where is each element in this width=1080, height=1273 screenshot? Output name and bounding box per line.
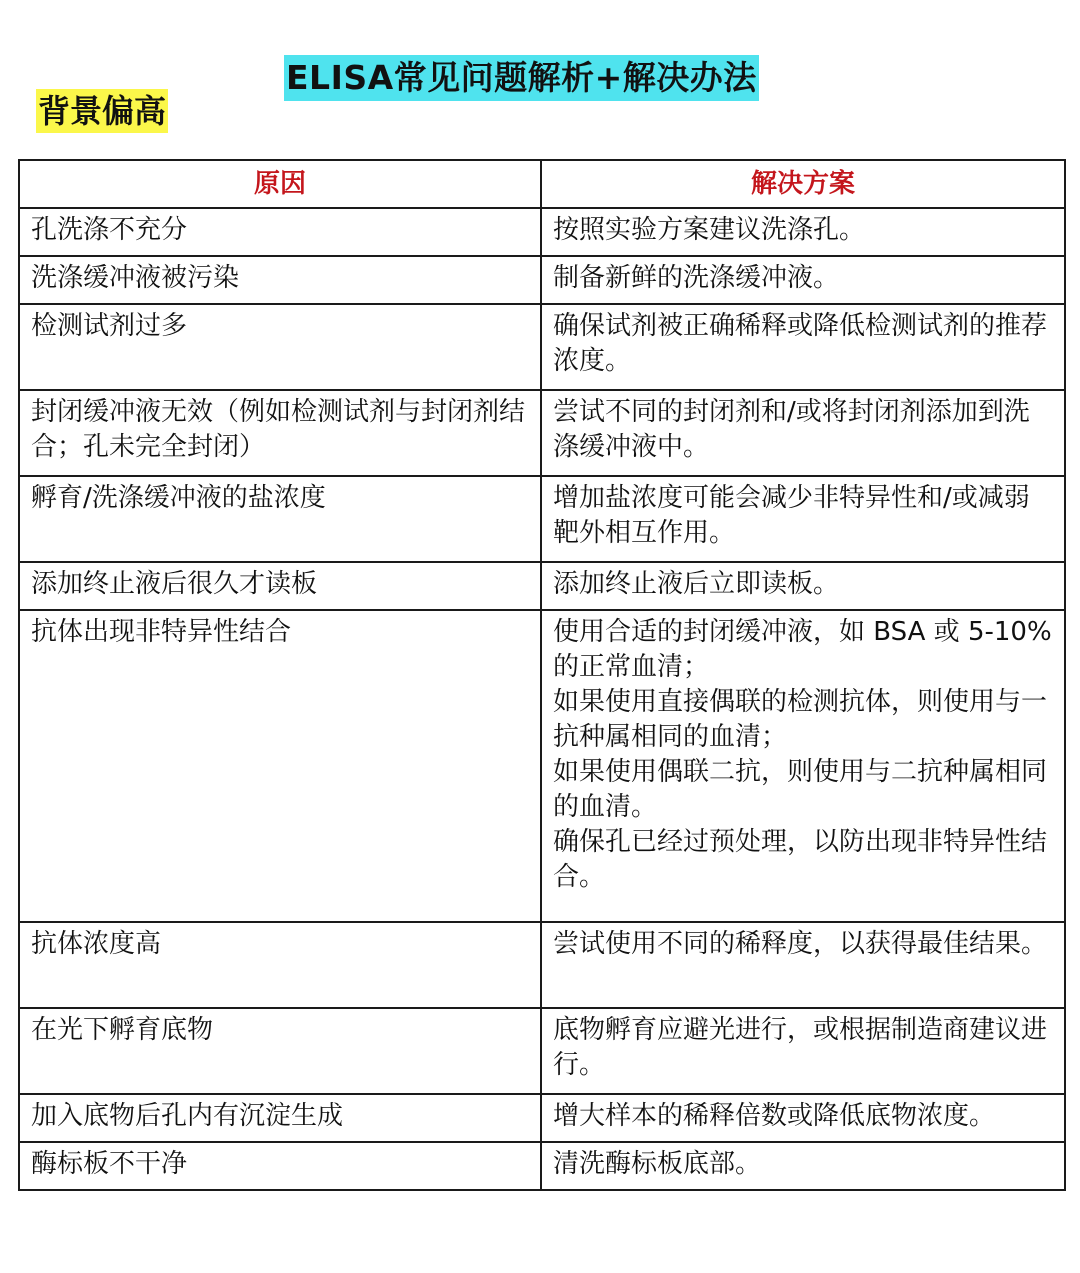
cause-cell: 添加终止液后很久才读板 <box>19 562 541 610</box>
solution-line: 增大样本的稀释倍数或降低底物浓度。 <box>553 1101 996 1131</box>
cause-cell: 洗涤缓冲液被污染 <box>19 256 541 304</box>
solution-line: 添加终止液后立即读板。 <box>553 569 840 599</box>
table-row <box>19 922 1065 1008</box>
table-row <box>19 1094 1065 1142</box>
solution-line: 如果使用偶联二抗，则使用与二抗种属相同的血清。 <box>553 757 1048 822</box>
solution-line: 如果使用直接偶联的检测抗体，则使用与一抗种属相同的血清； <box>553 687 1048 752</box>
page-title: ELISA常见问题解析+解决办法 <box>284 55 759 101</box>
table-row <box>19 1008 1065 1094</box>
solution-line: 使用合适的封闭缓冲液，如 BSA 或 5-10% 的正常血清； <box>553 617 1052 682</box>
solution-line: 底物孵育应避光进行，或根据制造商建议进行。 <box>553 1015 1048 1080</box>
solution-cell <box>541 562 1065 610</box>
solution-line: 确保孔已经过预处理，以防出现非特异性结合。 <box>553 827 1048 892</box>
solution-cell <box>541 390 1065 476</box>
solution-cell <box>541 1094 1065 1142</box>
solution-line: 清洗酶标板底部。 <box>553 1149 762 1179</box>
cause-cell: 加入底物后孔内有沉淀生成 <box>19 1094 541 1142</box>
table-row <box>19 304 1065 390</box>
solution-line: 制备新鲜的洗涤缓冲液。 <box>553 263 840 293</box>
cause-cell: 酶标板不干净 <box>19 1142 541 1190</box>
solution-cell <box>541 304 1065 390</box>
column-header-cause: 原因 <box>19 160 541 208</box>
table-row <box>19 390 1065 476</box>
table-header-row <box>19 160 1065 208</box>
cause-cell: 抗体浓度高 <box>19 922 541 1008</box>
cause-cell: 在光下孵育底物 <box>19 1008 541 1094</box>
table-row <box>19 610 1065 922</box>
solution-line: 按照实验方案建议洗涤孔。 <box>553 215 866 245</box>
cause-cell: 孵育/洗涤缓冲液的盐浓度 <box>19 476 541 562</box>
solution-line: 增加盐浓度可能会减少非特异性和/或减弱靶外相互作用。 <box>553 483 1030 548</box>
table-row <box>19 1142 1065 1190</box>
table-row <box>19 256 1065 304</box>
solution-cell <box>541 1142 1065 1190</box>
solution-cell <box>541 208 1065 256</box>
cause-cell: 检测试剂过多 <box>19 304 541 390</box>
solution-line: 确保试剂被正确稀释或降低检测试剂的推荐浓度。 <box>553 311 1048 376</box>
cause-cell: 孔洗涤不充分 <box>19 208 541 256</box>
section-heading: 背景偏高 <box>36 89 168 133</box>
solution-cell <box>541 1008 1065 1094</box>
table-row <box>19 476 1065 562</box>
solution-cell <box>541 476 1065 562</box>
solution-line: 尝试不同的封闭剂和/或将封闭剂添加到洗涤缓冲液中。 <box>553 397 1030 462</box>
cause-cell: 抗体出现非特异性结合 <box>19 610 541 922</box>
column-header-solution: 解决方案 <box>541 160 1065 208</box>
cause-cell: 封闭缓冲液无效（例如检测试剂与封闭剂结合；孔未完全封闭） <box>19 390 541 476</box>
solution-cell <box>541 610 1065 922</box>
solution-cell <box>541 922 1065 1008</box>
solution-cell <box>541 256 1065 304</box>
solution-line: 尝试使用不同的稀释度，以获得最佳结果。 <box>553 929 1048 959</box>
table-row <box>19 208 1065 256</box>
troubleshooting-table <box>18 159 1066 1191</box>
table-row <box>19 562 1065 610</box>
